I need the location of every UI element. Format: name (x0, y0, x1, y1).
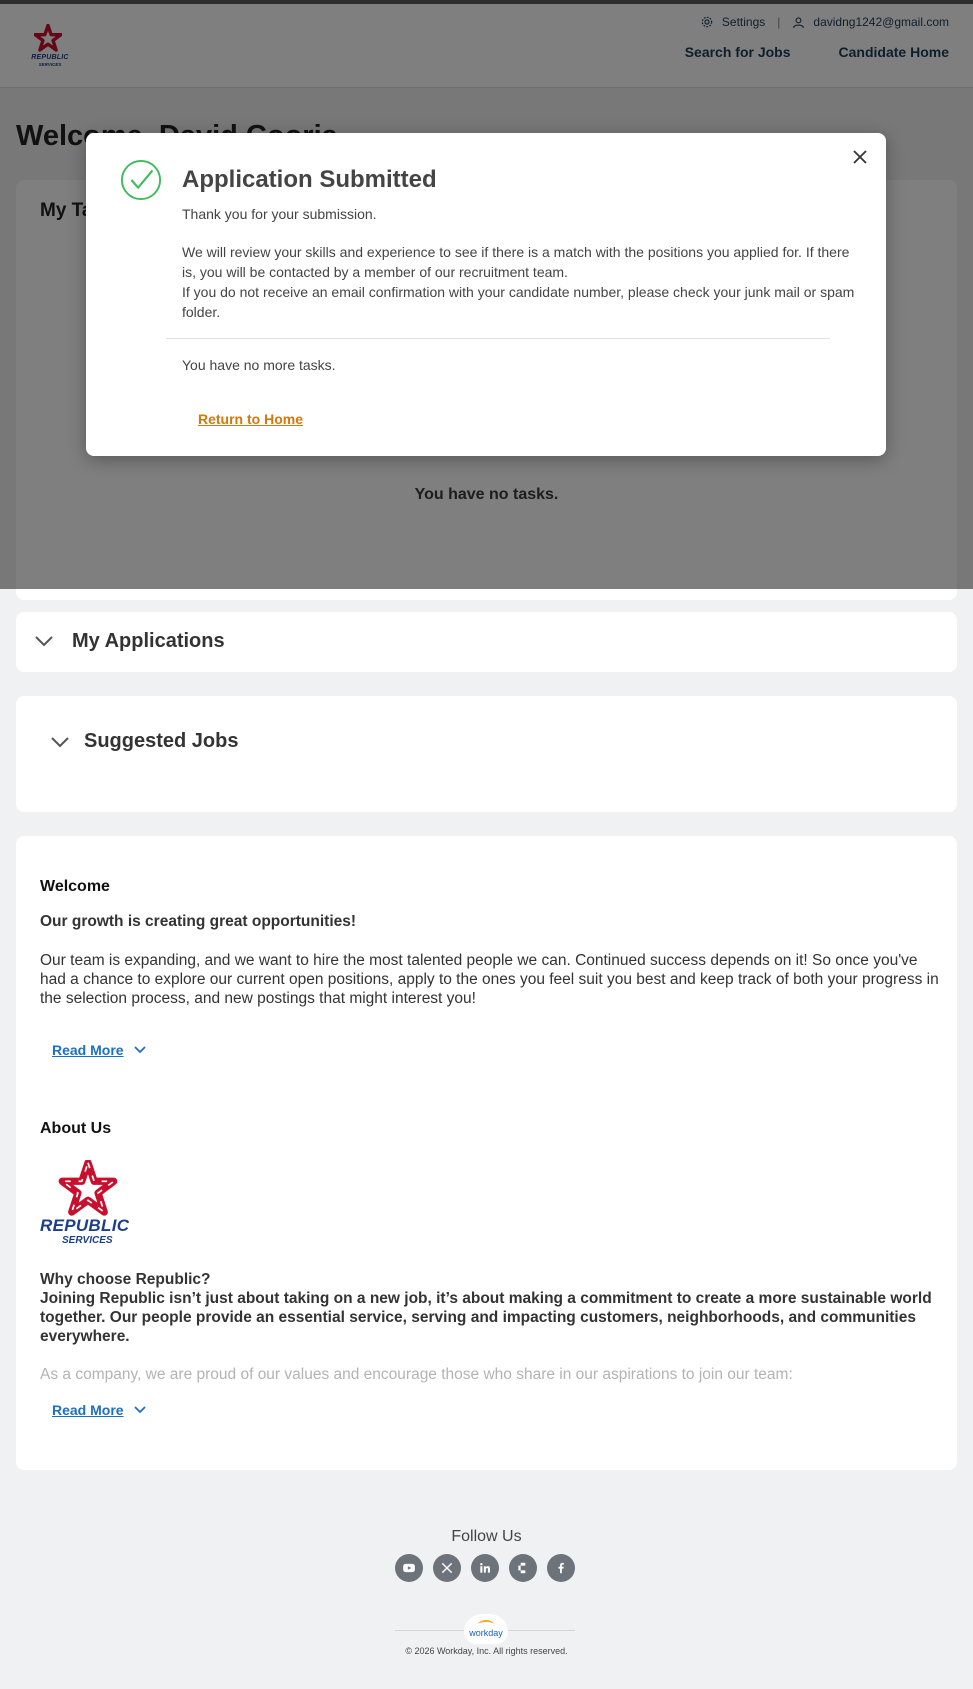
dialog-thanks-text: Thank you for your submission. (182, 206, 377, 222)
why-choose-section (40, 1270, 940, 1346)
my-applications-title: My Applications (72, 630, 225, 652)
about-us-heading: About Us (40, 1120, 112, 1137)
glassdoor-icon[interactable] (509, 1554, 537, 1582)
suggested-jobs-card[interactable] (16, 696, 957, 812)
dialog-body-email-note: If you do not receive an email confirmation with your candidate number, please check your junk mail or spam folder. (182, 284, 855, 320)
application-submitted-dialog (86, 133, 886, 456)
republic-services-logo (40, 1160, 140, 1248)
return-to-home-link[interactable]: Return to Home (198, 411, 303, 427)
social-links (395, 1554, 575, 1582)
dialog-divider (166, 338, 830, 339)
youtube-icon[interactable] (395, 1554, 423, 1582)
suggested-jobs-title: Suggested Jobs (84, 730, 239, 752)
values-intro-faded: As a company, we are proud of our values and encourage those who share in our aspirations to join our team: (40, 1366, 793, 1383)
workday-logo (464, 1614, 508, 1644)
my-applications-card[interactable] (16, 612, 957, 672)
dialog-no-more-tasks: You have no more tasks. (182, 357, 336, 373)
info-card (16, 836, 957, 1470)
logo-text-services: SERVICES (62, 1235, 113, 1246)
chevron-down-icon (134, 1046, 146, 1054)
read-more-about-button[interactable] (52, 1402, 146, 1418)
welcome-paragraph: Our team is expanding, and we want to hire the most talented people we can. Continued success depends on it! So once you've had a chance to explore our current open positions, apply to the ones you feel suit you best and keep track of both your progress in the selection process, and new postings that might interest you! (40, 952, 939, 1007)
why-choose-body: Joining Republic isn’t just about taking on a new job, it’s about making a commitment to create a more sustainable world together. Our people provide an essential service, serving and impacting customers, neighborhoods, and communities everywhere. (40, 1290, 932, 1345)
growth-subheading: Our growth is creating great opportunities! (40, 913, 357, 930)
chevron-down-icon[interactable] (34, 635, 54, 647)
dialog-title: Application Submitted (182, 166, 437, 193)
copyright-text: © 2026 Workday, Inc. All rights reserved. (405, 1646, 568, 1656)
linkedin-icon[interactable] (471, 1554, 499, 1582)
chevron-down-icon (134, 1406, 146, 1414)
close-icon[interactable] (852, 149, 868, 165)
x-icon[interactable] (433, 1554, 461, 1582)
republic-star-icon (58, 1160, 118, 1216)
dialog-body-review: We will review your skills and experience to see if there is a match with the positions you applied for. If there is, you will be contacted by a member of our recruitment team. (182, 244, 850, 280)
welcome-section-heading: Welcome (40, 878, 110, 895)
chevron-down-icon[interactable] (50, 736, 70, 748)
read-more-welcome-button[interactable] (52, 1042, 146, 1058)
success-check-icon (120, 159, 162, 201)
why-choose-question: Why choose Republic? (40, 1271, 211, 1288)
follow-us-label: Follow Us (451, 1528, 522, 1545)
workday-logo-text: workday (469, 1628, 503, 1638)
read-more-label: Read More (52, 1402, 124, 1418)
logo-text-republic: REPUBLIC (40, 1216, 130, 1235)
facebook-icon[interactable] (547, 1554, 575, 1582)
read-more-label: Read More (52, 1042, 124, 1058)
dialog-body (182, 242, 862, 322)
